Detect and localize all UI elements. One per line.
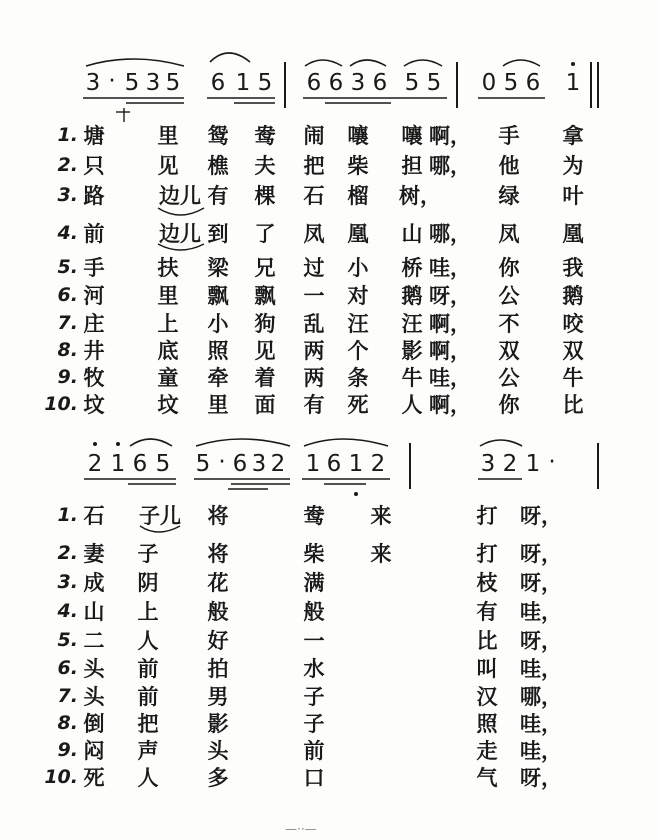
lyric: 哇， — [429, 255, 471, 280]
lyric: 打 — [476, 541, 498, 566]
lyric: 有 — [476, 599, 498, 624]
lyric: 了 — [254, 221, 276, 246]
lyric: 咬 — [562, 311, 584, 336]
note: 6 — [372, 70, 388, 96]
lyric: 到 — [207, 221, 229, 246]
lyric: 底 — [157, 338, 179, 363]
lyric: 乱 — [303, 311, 325, 336]
lyric: 桥 — [401, 255, 423, 280]
lyric: 鸯 — [303, 503, 325, 528]
note: 6 — [132, 451, 148, 477]
lyric: 小 — [207, 311, 229, 336]
lyric: 死 — [347, 392, 369, 417]
lyric: 牧 — [83, 365, 105, 390]
lyric: 哪， — [429, 221, 471, 246]
lyric: 啊， — [429, 123, 471, 148]
octave-dot — [116, 442, 120, 446]
dot: · — [548, 449, 556, 475]
lyric: 头 — [83, 656, 105, 681]
slur — [503, 60, 540, 66]
lyric: 两 — [303, 365, 325, 390]
lyric: 见 — [157, 153, 179, 178]
lyric: 树， — [399, 183, 441, 208]
lyric: 走 — [476, 738, 498, 763]
lyric: 牛 — [401, 365, 423, 390]
verse-number: 7. — [57, 312, 78, 334]
lyric: 头 — [83, 684, 105, 709]
lyric: 哪， — [520, 684, 562, 709]
lyric: 山 — [401, 221, 423, 246]
lyric: 将 — [207, 503, 229, 528]
lyric-slur — [158, 244, 204, 250]
verse-number: 10. — [44, 766, 78, 788]
slur — [305, 60, 342, 66]
lyric: 呀， — [429, 283, 471, 308]
lyric: 阴 — [137, 570, 159, 595]
lyric: 枝 — [476, 570, 498, 595]
page-footer: —··— — [285, 822, 317, 836]
lyric: 童 — [157, 365, 179, 390]
lyric: 只 — [83, 153, 105, 178]
verse-number: 8. — [57, 712, 78, 734]
lyric: 鹅 — [401, 283, 423, 308]
octave-dot — [354, 492, 358, 496]
lyric: 哇， — [520, 738, 562, 763]
lyric: 人 — [401, 392, 423, 417]
note: 6 — [306, 70, 322, 96]
verse-number: 4. — [57, 600, 78, 622]
lyric: 花 — [207, 570, 229, 595]
verse-number: 2. — [57, 154, 78, 176]
lyric: 呀， — [520, 765, 562, 790]
note: 5 — [124, 70, 140, 96]
lyric: 叶 — [562, 183, 584, 208]
note: 5 — [404, 70, 420, 96]
lyric: 哇， — [429, 365, 471, 390]
lyric: 塘 — [83, 123, 105, 148]
lyric: 柴 — [303, 541, 325, 566]
lyric: 柴 — [347, 153, 369, 178]
lyric: 啊， — [429, 392, 471, 417]
verse-number: 4. — [57, 222, 78, 244]
lyric: 手 — [498, 123, 520, 148]
lyric: 飘 — [207, 283, 229, 308]
lyric: 你 — [498, 255, 520, 280]
lyric: 闷 — [83, 738, 105, 763]
lyric: 前 — [303, 738, 325, 763]
lyric: 倒 — [83, 711, 105, 736]
lyric: 男 — [207, 684, 229, 709]
lyric: 个 — [347, 338, 369, 363]
lyric: 子 — [137, 541, 159, 566]
note: 5 — [165, 70, 181, 96]
lyric: 嚷 — [347, 123, 369, 148]
lyric: 哇， — [520, 711, 562, 736]
verse-number: 5. — [57, 256, 78, 278]
note: 6 — [525, 70, 541, 96]
lyric-slur — [140, 526, 180, 532]
lyric: 拍 — [207, 656, 229, 681]
verse-number: 7. — [57, 685, 78, 707]
note: 2 — [502, 451, 518, 477]
dot: · — [218, 449, 226, 475]
lyric: 头 — [207, 738, 229, 763]
slur — [350, 60, 386, 66]
lyric: 我 — [562, 255, 584, 280]
verse-number: 10. — [44, 393, 78, 415]
lyric: 公 — [498, 283, 520, 308]
note: 1 — [305, 451, 321, 477]
lyric: 凤 — [498, 221, 520, 246]
lyric: 山 — [83, 599, 105, 624]
slur — [480, 440, 522, 446]
note: 3 — [251, 451, 267, 477]
lyric: 见 — [254, 338, 276, 363]
slur — [130, 439, 172, 446]
lyric: 两 — [303, 338, 325, 363]
lyric: 呀， — [520, 628, 562, 653]
verse-number: 9. — [57, 366, 78, 388]
note: 3 — [145, 70, 161, 96]
dot: · — [108, 68, 116, 94]
lyric: 汪 — [347, 311, 369, 336]
note: 2 — [270, 451, 286, 477]
lyric: 比 — [562, 392, 584, 417]
lyric: 里 — [157, 283, 179, 308]
lyric: 成 — [83, 570, 105, 595]
lyric: 夫 — [254, 153, 276, 178]
lyric: 影 — [207, 711, 229, 736]
lyric: 飘 — [254, 283, 276, 308]
lyric: 闹 — [303, 123, 325, 148]
note: 2 — [370, 451, 386, 477]
lyric: 牛 — [562, 365, 584, 390]
note: 1 — [565, 70, 581, 96]
note: 6 — [232, 451, 248, 477]
lyric: 一 — [303, 283, 325, 308]
lyric: 满 — [303, 570, 325, 595]
lyric: 人 — [137, 765, 159, 790]
lyric: 一 — [303, 628, 325, 653]
verse-number: 6. — [57, 284, 78, 306]
lyric-slur — [158, 208, 204, 215]
lyric: 把 — [303, 153, 325, 178]
note: 5 — [155, 451, 171, 477]
lyric: 榴 — [347, 183, 369, 208]
lyric: 汉 — [476, 684, 498, 709]
lyric: 他 — [498, 153, 520, 178]
lyric: 边儿 — [159, 183, 201, 208]
lyric: 嚷 — [401, 123, 423, 148]
note: 1 — [348, 451, 364, 477]
lyric: 坟 — [83, 392, 105, 417]
lyric: 绿 — [498, 183, 520, 208]
note: 6 — [328, 70, 344, 96]
note: 3 — [480, 451, 496, 477]
lyric: 条 — [347, 365, 369, 390]
octave-dot — [571, 62, 575, 66]
note: 1 — [525, 451, 541, 477]
lyric: 坟 — [157, 392, 179, 417]
lyric: 水 — [303, 656, 325, 681]
note: 5 — [426, 70, 442, 96]
lyric: 鹅 — [562, 283, 584, 308]
note: 5 — [503, 70, 519, 96]
lyric: 小 — [347, 255, 369, 280]
note: 6 — [210, 70, 226, 96]
lyric: 子儿 — [139, 503, 181, 528]
lyric: 有 — [303, 392, 325, 417]
lyric: 过 — [303, 255, 325, 280]
lyric: 哇， — [520, 599, 562, 624]
lyric: 声 — [137, 738, 159, 763]
lyric: 牵 — [207, 365, 229, 390]
lyric: 有 — [207, 183, 229, 208]
octave-dot — [93, 442, 97, 446]
note: 1 — [235, 70, 251, 96]
lyric: 着 — [254, 365, 276, 390]
lyric: 呀， — [520, 541, 562, 566]
lyric: 把 — [137, 711, 159, 736]
lyric: 打 — [476, 503, 498, 528]
verse-number: 3. — [57, 571, 78, 593]
verse-number: 6. — [57, 657, 78, 679]
lyric: 棵 — [254, 183, 276, 208]
lyric: 不 — [498, 311, 520, 336]
verse-number: 1. — [57, 124, 78, 146]
lyric: 凰 — [347, 221, 369, 246]
lyric: 前 — [137, 656, 159, 681]
lyric: 气 — [476, 765, 498, 790]
lyric: 呀， — [520, 503, 562, 528]
slur — [210, 53, 250, 62]
lyric: 里 — [157, 123, 179, 148]
lyric: 鸯 — [254, 123, 276, 148]
slur — [196, 439, 290, 446]
lyric: 啊， — [429, 311, 471, 336]
lyric: 路 — [83, 183, 105, 208]
lyric: 口 — [303, 765, 325, 790]
lyric: 般 — [303, 599, 325, 624]
lyric: 照 — [207, 338, 229, 363]
verse-number: 8. — [57, 339, 78, 361]
lyric: 前 — [137, 684, 159, 709]
lyric: 拿 — [562, 123, 584, 148]
lyric: 二 — [83, 628, 105, 653]
note: 2 — [87, 451, 103, 477]
lyric: 前 — [83, 221, 105, 246]
lyric: 河 — [83, 283, 105, 308]
note: 5 — [257, 70, 273, 96]
lyric: 呀， — [520, 570, 562, 595]
lyric: 对 — [347, 283, 369, 308]
lyric: 影 — [401, 338, 423, 363]
lyric: 凤 — [303, 221, 325, 246]
verse-number: 2. — [57, 542, 78, 564]
lyric: 里 — [207, 392, 229, 417]
lyric: 凰 — [562, 221, 584, 246]
lyric: 多 — [207, 765, 229, 790]
lyric: 死 — [83, 765, 105, 790]
lyric: 手 — [83, 255, 105, 280]
lyric: 鸳 — [207, 123, 229, 148]
lyric: 为 — [562, 153, 584, 178]
note: 5 — [195, 451, 211, 477]
lyric: 石 — [303, 183, 325, 208]
lyric: 上 — [137, 599, 159, 624]
lyric: 樵 — [207, 153, 229, 178]
lyric: 哇， — [520, 656, 562, 681]
lyric: 来 — [370, 503, 392, 528]
lyric: 将 — [207, 541, 229, 566]
lyric: 比 — [476, 628, 498, 653]
note: 1 — [110, 451, 126, 477]
lyric: 好 — [207, 628, 229, 653]
note: 0 — [481, 70, 497, 96]
lyric: 啊， — [429, 338, 471, 363]
lyric: 子 — [303, 711, 325, 736]
slur — [404, 60, 442, 66]
note: 6 — [326, 451, 342, 477]
slur — [86, 59, 184, 66]
lyric: 兄 — [254, 255, 276, 280]
lyric: 你 — [498, 392, 520, 417]
lyric: 双 — [562, 338, 584, 363]
lyric: 狗 — [254, 311, 276, 336]
verse-number: 9. — [57, 739, 78, 761]
lyric: 哪， — [429, 153, 471, 178]
lyric: 来 — [370, 541, 392, 566]
note: 3 — [85, 70, 101, 96]
verse-number: 1. — [57, 504, 78, 526]
lyric: 子 — [303, 684, 325, 709]
lyric: 边儿 — [159, 221, 201, 246]
lyric: 庄 — [83, 311, 105, 336]
lyric: 汪 — [401, 311, 423, 336]
lyric: 妻 — [83, 541, 105, 566]
lyric: 双 — [498, 338, 520, 363]
slur — [304, 439, 388, 446]
lyric: 面 — [254, 392, 276, 417]
lyric: 照 — [476, 711, 498, 736]
lyric: 上 — [157, 311, 179, 336]
lyric: 梁 — [207, 255, 229, 280]
lyric: 扶 — [157, 255, 179, 280]
lyric: 般 — [207, 599, 229, 624]
lyric: 公 — [498, 365, 520, 390]
lyric: 石 — [83, 503, 105, 528]
lyric: 叫 — [476, 656, 498, 681]
lyric: 担 — [401, 153, 423, 178]
verse-number: 5. — [57, 629, 78, 651]
note: 3 — [350, 70, 366, 96]
lyric: 人 — [137, 628, 159, 653]
verse-number: 3. — [57, 184, 78, 206]
lyric: 井 — [83, 338, 105, 363]
